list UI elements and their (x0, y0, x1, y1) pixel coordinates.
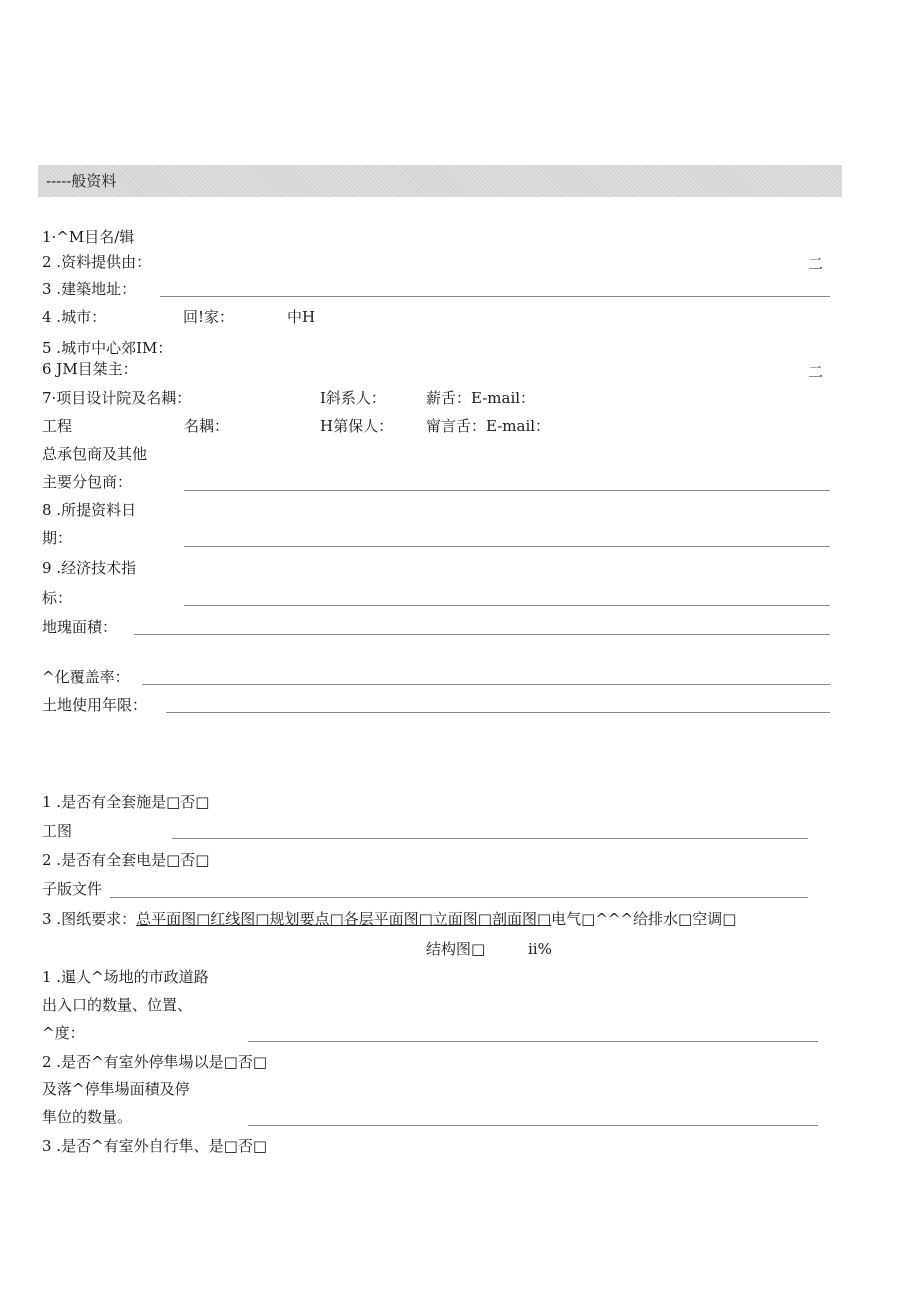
green-coverage-label: ^化覆盖率： (42, 668, 130, 686)
land-use-years-label: 土地使用年限： (42, 696, 148, 714)
item-building-address: 3 .建築地址： (42, 280, 137, 298)
tech-indicators-field-line[interactable] (184, 605, 830, 606)
drawing-requirements-extra: ii% (528, 940, 552, 958)
drawing-requirements-label: 3 .图纸要求： (42, 910, 137, 928)
item-tech-indicators-line1: 9 .经济技术指 (42, 559, 137, 577)
engineering-contact-person: H第保人： (320, 417, 394, 435)
green-coverage-field-line[interactable] (142, 684, 830, 685)
drawings-electronic-line1: 2 .是否有全套电是□否□ (42, 851, 210, 869)
drawing-requirements-underlined: 总平面图□红线图□规划要点□各层平面图□立面图□剖面图□ (136, 910, 552, 928)
drawings-construction-field-line[interactable] (172, 838, 808, 839)
submission-date-field-line[interactable] (184, 546, 830, 547)
provider-mark: 二 (808, 255, 824, 273)
road-access-line3: ^度： (42, 1024, 85, 1042)
land-use-years-field-line[interactable] (166, 712, 830, 713)
outdoor-parking-line3: 隼位的数量。 (42, 1108, 133, 1126)
contractor-label-line1: 总承包商及其他 (42, 445, 148, 463)
item-tech-indicators-line2: 标： (42, 589, 73, 607)
design-contact-person: I斜系人： (320, 389, 386, 407)
outdoor-parking-field-line[interactable] (248, 1125, 818, 1126)
item-design-institute: 7·项目设计院及名耦： (42, 389, 192, 407)
drawing-requirements-rest: 电气□^^^给排水□空调□ (551, 910, 737, 928)
item-submission-date-line2: 期： (42, 529, 73, 547)
land-area-field-line[interactable] (134, 634, 830, 635)
bicycle-parking-line1: 3 .是否^有室外自行隼、是□否□ (42, 1137, 267, 1155)
item-country: 回!家： (183, 308, 235, 326)
item-project-name: 1·^M目名/辑 (42, 228, 135, 246)
road-access-field-line[interactable] (248, 1041, 818, 1042)
drawings-electronic-line2: 子版文件 (42, 880, 103, 898)
engineering-phone-email: 甯言舌：E-mail： (426, 417, 551, 435)
drawing-requirements-structure: 结构图□ (426, 940, 486, 958)
drawings-construction-line2: 工图 (42, 822, 73, 840)
address-field-line[interactable] (160, 296, 830, 297)
section-header-general-info: -----般资料 (38, 165, 842, 197)
item-submission-date-line1: 8 .所提资料日 (42, 501, 137, 519)
road-access-line1: 1 .暹人^场地的市政道路 (42, 968, 209, 986)
drawing-requirements (42, 912, 736, 927)
drawings-electronic-field-line[interactable] (110, 897, 808, 898)
road-access-line2: 出入口的数量、位置、 (42, 996, 193, 1014)
drawings-construction-line1: 1 .是否有全套施是□否□ (42, 793, 210, 811)
item-project-owner: 6 JM目桀主： (42, 360, 138, 378)
item-data-provider: 2 .资料提供由： (42, 253, 152, 271)
design-phone-email: 薪舌：E-mail： (426, 389, 536, 407)
land-area-label: 地瑰面積： (42, 618, 118, 636)
outdoor-parking-line1: 2 .是否^有室外停隼場以是□否□ (42, 1053, 267, 1071)
item-city-extra: 中H (287, 308, 316, 326)
item-city-center-suburb: 5 .城市中心郊IM： (42, 339, 173, 357)
outdoor-parking-line2: 及落^停隼場面積及停 (42, 1080, 190, 1098)
contractor-label-line2: 主要分包商： (42, 473, 133, 491)
contractor-field-line[interactable] (184, 490, 830, 491)
owner-mark: 二 (808, 363, 824, 381)
engineering-name: 名耦： (184, 417, 230, 435)
engineering-label: 工程 (42, 417, 73, 435)
item-city: 4 .城市： (42, 308, 107, 326)
